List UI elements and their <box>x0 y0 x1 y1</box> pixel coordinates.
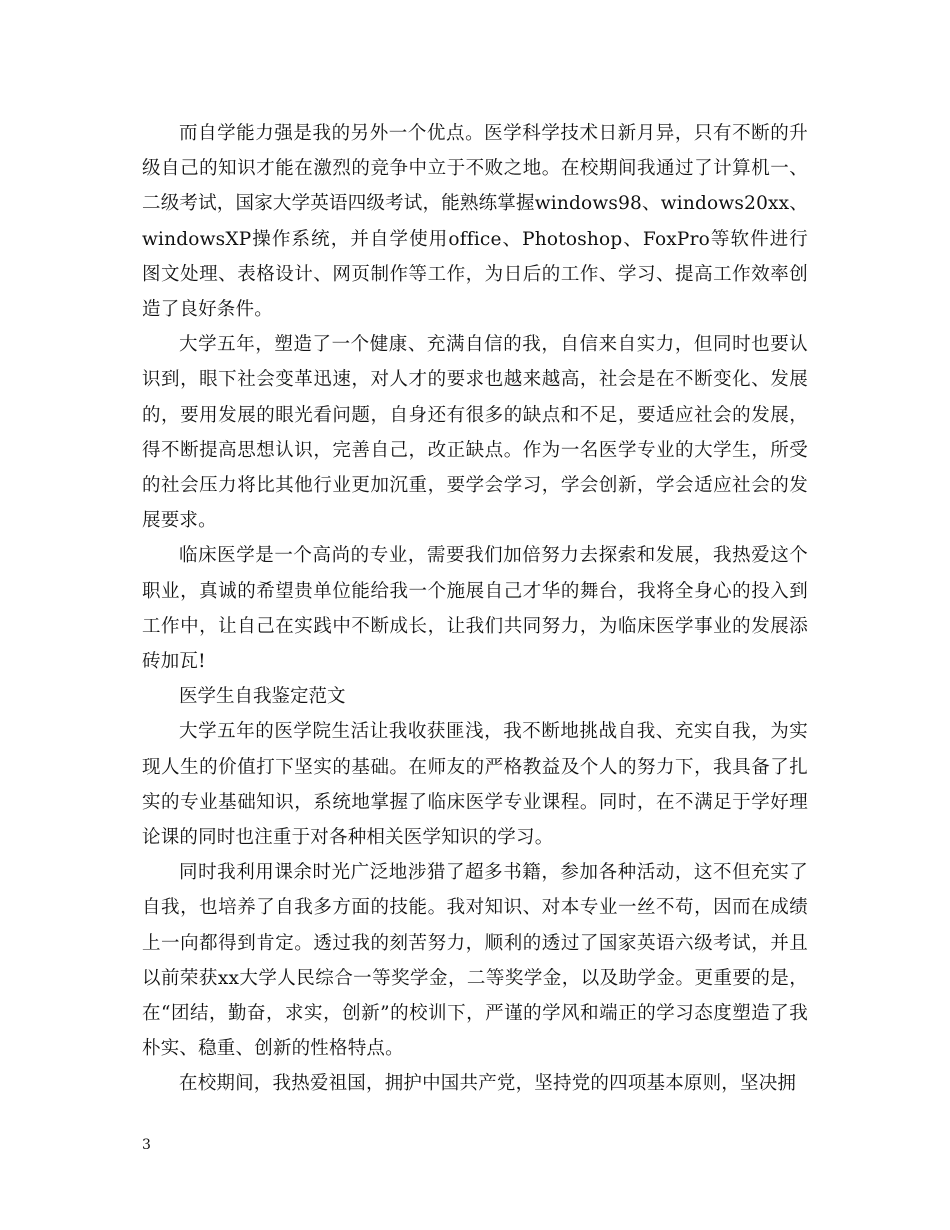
paragraph-self-learning: 而自学能力强是我的另外一个优点。医学科学技术日新月异，只有不断的升级自己的知识才能在激烈的竞争中立于不败之地。在校期间我通过了计算机一、二级考试，国家大学英语四级考试，能熟练掌握windows98、windows20xx、windowsXP操作系统，并自学使用office、Photoshop、FoxPro等软件进行图文处理、表格设计、网页制作等工作，为日后的工作、学习、提高工作效率创造了良好条件。 <box>142 123 809 321</box>
paragraph-extracurricular: 同时我利用课余时光广泛地涉猎了超多书籍，参加各种活动，这不但充实了自我，也培养了自我多方面的技能。我对知识、对本专业一丝不苟，因而在成绩上一向都得到肯定。透过我的刻苦努力，顺利的透过了国家英语六级考试，并且以前荣获xx大学人民综合一等奖学金，二等奖学金，以及助学金。更重要的是，在“团结，勤奋，求实，创新”的校训下，严谨的学风和端正的学习态度塑造了我朴实、稳重、创新的性格特点。 <box>142 862 808 1060</box>
paragraph-five-years: 大学五年，塑造了一个健康、充满自信的我，自信来自实力，但同时也要认识到，眼下社会变革迅速，对人才的要求也越来越高，社会是在不断变化、发展的，要用发展的眼光看问题，自身还有很多的缺点和不足，要适应社会的发展，得不断提高思想认识，完善自己，改正缺点。作为一名医学专业的大学生，所受的社会压力将比其他行业更加沉重，要学会学习，学会创新，学会适应社会的发展要求。 <box>142 334 808 532</box>
paragraph-patriotism: 在校期间，我热爱祖国，拥护中国共产党，坚持党的四项基本原则，坚决拥 <box>179 1073 797 1095</box>
paragraph-medical-school-life: 大学五年的医学院生活让我收获匪浅，我不断地挑战自我、充实自我，为实现人生的价值打下坚实的基础。在师友的严格教益及个人的努力下，我具备了扎实的专业基础知识，系统地掌握了临床医学专业课程。同时，在不满足于学好理论课的同时也注重于对各种相关医学知识的学习。 <box>142 721 808 849</box>
section-heading: 医学生自我鉴定范文 <box>179 686 346 708</box>
paragraph-clinical-medicine: 临床医学是一个高尚的专业，需要我们加倍努力去探索和发展，我热爱这个职业，真诚的希望贵单位能给我一个施展自己才华的舞台，我将全身心的投入到工作中，让自己在实践中不断成长，让我们共同努力，为临床医学事业的发展添砖加瓦! <box>142 545 808 673</box>
document-body <box>142 116 808 1102</box>
page-number: 3 <box>142 1137 151 1153</box>
